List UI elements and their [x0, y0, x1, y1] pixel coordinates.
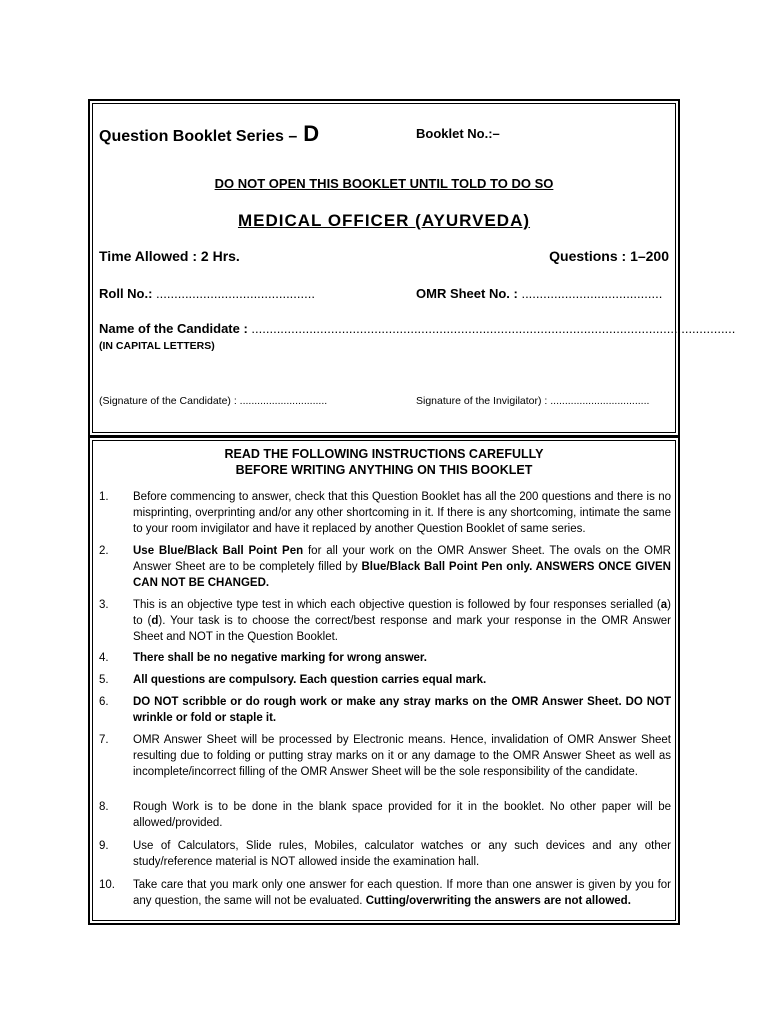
- instruction-bold: Cutting/overwriting the answers are not allowed.: [365, 895, 631, 907]
- roll-no-label: Roll No.:: [99, 286, 153, 301]
- instruction-number: 2.: [99, 545, 109, 557]
- instruction-text: Use of Calculators, Slide rules, Mobiles, calculator watches or any such devices and any other study/reference material is NOT allowed inside the examination hall.: [133, 840, 671, 868]
- question-booklet-series: [99, 121, 319, 147]
- instruction-plain: ). Your task is to choose the correct/best response and mark your response in the OMR Answer Sheet and NOT in the Question Booklet.: [133, 615, 671, 643]
- instruction-text: DO NOT scribble or do rough work or make any stray marks on the OMR Answer Sheet. DO NOT wrinkle or fold or staple it.: [133, 696, 671, 724]
- instructions-heading: [88, 446, 680, 478]
- instructions-heading-line2: BEFORE WRITING ANYTHING ON THIS BOOKLET: [235, 463, 533, 477]
- instruction-item-9: [99, 838, 671, 870]
- instruction-item-4: [99, 650, 671, 666]
- instruction-number: 8.: [99, 801, 109, 813]
- instruction-text: [133, 543, 671, 591]
- instruction-item-7: [99, 732, 671, 780]
- instruction-text: Before commencing to answer, check that this Question Booklet has all the 200 questions and there is no misprinting, overprinting and/or any other shortcoming in it. If there is any shortcoming, intimate the same to your room invigilator and have it replaced by another Question Booklet of same series.: [133, 491, 671, 535]
- instruction-item-8: [99, 799, 671, 831]
- instruction-bold: d: [151, 615, 159, 627]
- instruction-item-3: [99, 597, 671, 645]
- instruction-text: [133, 877, 671, 909]
- instruction-plain: Take care that you mark only one answer for each question. If more than one answer is given by you for any question, the same will not be evaluated.: [133, 879, 671, 907]
- instruction-number: 5.: [99, 674, 109, 686]
- omr-sheet-no-label: OMR Sheet No. :: [416, 286, 518, 301]
- instruction-number: 3.: [99, 599, 109, 611]
- instruction-plain: ) to (: [133, 599, 671, 627]
- instruction-item-2: [99, 543, 671, 591]
- instruction-bold: a: [660, 599, 668, 611]
- candidate-name-field: [99, 321, 735, 336]
- candidate-signature-field: (Signature of the Candidate) : ..............................: [99, 395, 328, 407]
- candidate-name-dots: ......................................................................................................................................: [247, 321, 736, 336]
- invigilator-signature-field: Signature of the Invigilator) : ..................................: [416, 395, 650, 407]
- roll-no-field: [99, 286, 315, 301]
- instruction-text: OMR Answer Sheet will be processed by Electronic means. Hence, invalidation of OMR Answer Sheet resulting due to folding or putting stray marks on it or any damage to the OMR Answer Sheet as well as incomplete/incorrect filling of the OMR Answer Sheet will be the sole responsibility of the candidate.: [133, 734, 671, 778]
- instruction-text: [133, 597, 671, 645]
- instruction-number: 6.: [99, 696, 109, 708]
- instruction-number: 9.: [99, 840, 109, 852]
- booklet-no-label: Booklet No.:–: [416, 126, 500, 141]
- series-label: Question Booklet Series –: [99, 128, 298, 145]
- instruction-plain: for all your work on the OMR Answer Sheet. The ovals on the OMR Answer Sheet are to be completely filled by: [133, 545, 671, 573]
- roll-no-dots: ............................................: [152, 286, 315, 301]
- instruction-bold: Use Blue/Black Ball Point Pen: [133, 545, 304, 557]
- instruction-plain: This is an objective type test in which each objective question is followed by four responses serialled (: [133, 599, 661, 611]
- instruction-item-10: [99, 877, 671, 909]
- candidate-name-label: Name of the Candidate :: [99, 321, 248, 336]
- instruction-item-5: [99, 672, 671, 688]
- instruction-text: Rough Work is to be done in the blank space provided for it in the booklet. No other paper will be allowed/provided.: [133, 801, 671, 829]
- omr-sheet-no-dots: .......................................: [517, 286, 663, 301]
- instructions-heading-line1: READ THE FOLLOWING INSTRUCTIONS CAREFULLY: [224, 447, 544, 461]
- instruction-text: All questions are compulsory. Each question carries equal mark.: [133, 674, 487, 686]
- cover-info-box: [88, 99, 680, 437]
- instruction-number: 7.: [99, 734, 109, 746]
- instruction-item-6: [99, 694, 671, 726]
- instruction-text: There shall be no negative marking for wrong answer.: [133, 652, 427, 664]
- instruction-number: 10.: [99, 879, 115, 891]
- time-allowed: Time Allowed : 2 Hrs.: [99, 248, 240, 264]
- questions-range: Questions : 1–200: [549, 248, 669, 264]
- instruction-number: 1.: [99, 491, 109, 503]
- series-letter: D: [303, 121, 320, 146]
- instruction-bold: Blue/Black Ball Point Pen only. ANSWERS ONCE GIVEN CAN NOT BE CHANGED.: [133, 561, 671, 589]
- instruction-item-1: [99, 489, 671, 537]
- omr-sheet-no-field: [416, 286, 662, 301]
- instruction-number: 4.: [99, 652, 109, 664]
- exam-title: MEDICAL OFFICER (AYURVEDA): [237, 211, 531, 230]
- do-not-open-warning: DO NOT OPEN THIS BOOKLET UNTIL TOLD TO DO SO: [214, 176, 554, 191]
- capital-letters-note: (IN CAPITAL LETTERS): [99, 340, 215, 352]
